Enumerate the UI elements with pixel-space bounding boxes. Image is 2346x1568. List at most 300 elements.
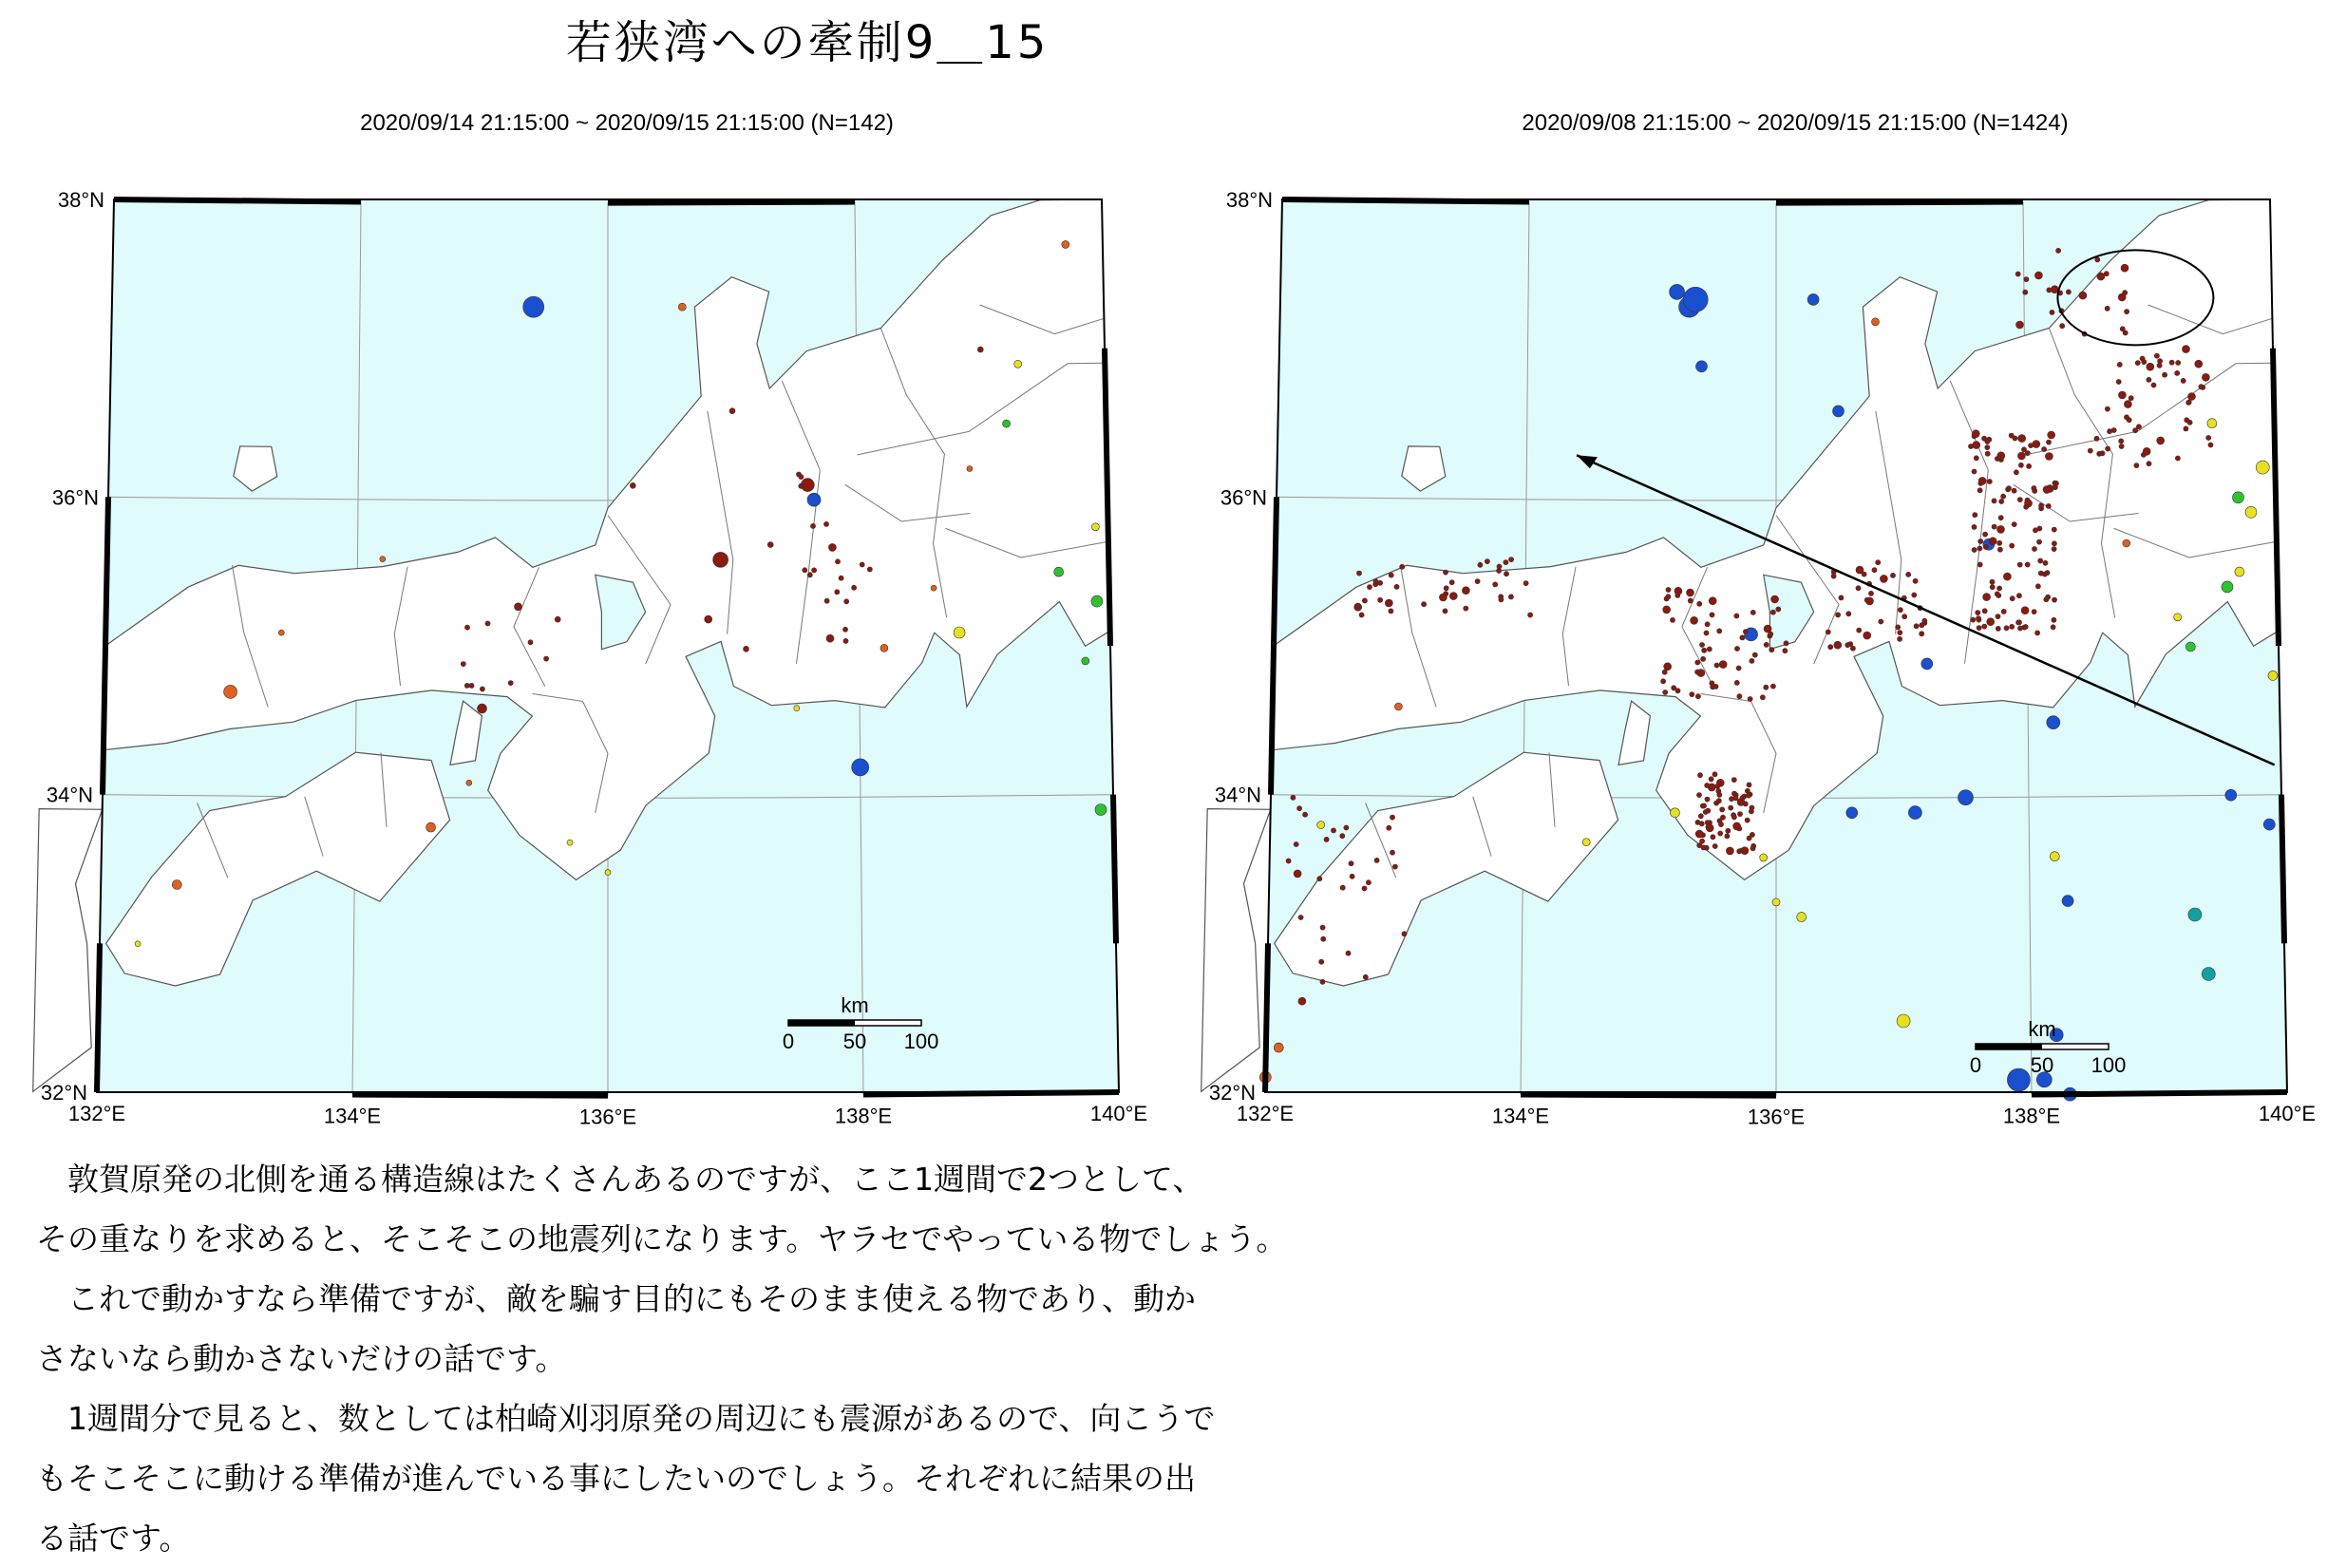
epicenter-dot — [1978, 538, 1983, 543]
epicenter-dot — [1973, 442, 1980, 449]
epicenter-dot — [1760, 854, 1768, 861]
epicenter-dot — [1857, 628, 1862, 633]
epicenter-dot — [1493, 582, 1498, 587]
epicenter-dot — [1856, 586, 1861, 591]
epicenter-dot — [1913, 578, 1918, 583]
epicenter-dot — [1826, 630, 1830, 634]
epicenter-dot — [2157, 437, 2165, 444]
latitude-label: 32°N — [1208, 1081, 1256, 1105]
epicenter-dot — [1712, 772, 1717, 777]
epicenter-dot — [1726, 828, 1731, 833]
epicenter-dot — [2018, 435, 2026, 443]
epicenter-dot — [1389, 609, 1393, 614]
epicenter-dot — [1475, 579, 1480, 584]
epicenter-dot — [2256, 461, 2269, 474]
epicenter-dot — [1908, 806, 1921, 820]
epicenter-dot — [2010, 543, 2015, 548]
epicenter-dot — [1504, 560, 1508, 565]
epicenter-dot — [380, 557, 386, 562]
epicenter-dot — [1687, 589, 1694, 596]
epicenter-dot — [2123, 539, 2130, 547]
epicenter-dot — [2021, 607, 2029, 614]
epicenter-dot — [464, 625, 469, 630]
epicenter-dot — [1340, 885, 1345, 890]
epicenter-dot — [1366, 880, 1371, 885]
epicenter-dot — [1298, 915, 1303, 919]
epicenter-dot — [1444, 586, 1448, 591]
epicenter-dot — [1698, 814, 1703, 819]
epicenter-map — [1208, 142, 2346, 1129]
epicenter-dot — [2017, 562, 2022, 567]
epicenter-dot — [1091, 595, 1103, 607]
epicenter-dot — [1737, 812, 1742, 817]
epicenter-dot — [2027, 463, 2032, 468]
epicenter-dot — [1324, 837, 1329, 841]
epicenter-dot — [1701, 803, 1706, 808]
map-caption: 2020/09/14 21:15:00 ~ 2020/09/15 21:15:00 (N=142) — [360, 110, 894, 136]
epicenter-dot — [1390, 815, 1394, 820]
epicenter-dot — [1856, 566, 1864, 574]
epicenter-dot — [1982, 624, 1987, 629]
epicenter-dot — [2169, 360, 2174, 365]
epicenter-dot — [1718, 831, 1723, 836]
epicenter-dot — [852, 759, 869, 776]
epicenter-dot — [2185, 642, 2195, 652]
epicenter-dot — [1696, 361, 1708, 372]
epicenter-dot — [1737, 826, 1742, 831]
longitude-label: 136°E — [578, 1105, 637, 1129]
epicenter-dot — [1770, 610, 1775, 614]
epicenter-dot — [1972, 469, 1977, 474]
epicenter-dot — [2128, 396, 2133, 401]
epicenter-dot — [1331, 828, 1335, 833]
epicenter-dot — [1443, 609, 1447, 614]
epicenter-dot — [1717, 629, 1722, 633]
epicenter-dot — [1695, 670, 1700, 674]
scale-tick-label: 100 — [903, 1030, 939, 1053]
epicenter-dot — [1695, 660, 1700, 665]
epicenter-dot — [1997, 547, 2002, 552]
epicenter-dot — [2062, 896, 2073, 907]
commentary — [36, 1149, 1461, 1568]
epicenter-dot — [1394, 584, 1399, 589]
epicenter-dot — [1999, 499, 2004, 503]
epicenter-dot — [2268, 671, 2278, 680]
epicenter-map — [40, 142, 1178, 1129]
epicenter-dot — [729, 408, 735, 414]
epicenter-dot — [2018, 463, 2023, 467]
epicenter-dot — [1725, 834, 1730, 839]
epicenter-dot — [1836, 613, 1841, 617]
epicenter-dot — [1378, 597, 1383, 602]
epicenter-dot — [1922, 618, 1927, 623]
epicenter-dot — [2012, 522, 2016, 527]
epicenter-dot — [2208, 443, 2213, 447]
epicenter-dot — [2037, 526, 2042, 531]
epicenter-dot — [1750, 805, 1754, 810]
epicenter-dot — [1752, 652, 1757, 657]
epicenter-dot — [1902, 614, 1907, 619]
epicenter-dot — [2140, 356, 2145, 361]
epicenter-dot — [2233, 492, 2244, 503]
scale-unit: km — [2028, 1017, 2056, 1041]
epicenter-dot — [1367, 585, 1372, 590]
epicenter-dot — [1664, 596, 1669, 601]
epicenter-dot — [2060, 324, 2065, 329]
epicenter-dot — [1297, 806, 1302, 811]
epicenter-dot — [2136, 425, 2141, 429]
epicenter-dot — [2206, 435, 2211, 440]
epicenter-dot — [844, 599, 849, 604]
epicenter-dot — [461, 662, 465, 667]
epicenter-dot — [1764, 685, 1769, 690]
epicenter-dot — [1987, 618, 1995, 626]
epicenter-dot — [2052, 527, 2056, 532]
epicenter-dot — [2042, 446, 2047, 451]
epicenter-dot — [1737, 694, 1742, 699]
epicenter-dot — [835, 590, 840, 595]
epicenter-dot — [1714, 663, 1719, 668]
epicenter-dot — [1987, 479, 1992, 483]
epicenter-dot — [1378, 580, 1383, 585]
epicenter-dot — [1664, 663, 1672, 671]
epicenter-dot — [1872, 318, 1880, 326]
epicenter-dot — [2134, 463, 2139, 468]
scale-tick-label: 0 — [1969, 1053, 1982, 1077]
epicenter-dot — [1670, 284, 1685, 299]
epicenter-dot — [1712, 843, 1717, 848]
epicenter-dot — [2199, 385, 2204, 389]
epicenter-dot — [2052, 541, 2056, 546]
epicenter-dot — [2094, 436, 2099, 441]
epicenter-dot — [2174, 614, 2182, 621]
epicenter-dot — [1764, 625, 1771, 633]
epicenter-dot — [1054, 567, 1064, 576]
epicenter-dot — [1985, 445, 1990, 450]
epicenter-dot — [1996, 614, 2000, 619]
epicenter-dot — [1920, 623, 1924, 628]
epicenter-dot — [842, 627, 847, 632]
epicenter-dot — [2124, 401, 2131, 408]
epicenter-dot — [954, 627, 965, 638]
epicenter-dot — [1996, 626, 2000, 631]
map-caption: 2020/09/08 21:15:00 ~ 2020/09/15 21:15:00 (N=1424) — [1522, 110, 2069, 136]
epicenter-dot — [2056, 248, 2061, 253]
epicenter-dot — [1958, 790, 1974, 805]
scale-bar-segment — [788, 1020, 855, 1026]
epicenter-dot — [1898, 636, 1902, 641]
epicenter-dot — [1845, 643, 1850, 648]
epicenter-dot — [1997, 452, 2005, 460]
epicenter-dot — [2052, 617, 2056, 622]
epicenter-dot — [799, 483, 804, 488]
epicenter-dot — [508, 681, 513, 686]
epicenter-dot — [1390, 850, 1394, 855]
epicenter-dot — [2053, 485, 2057, 490]
epicenter-dot — [1690, 692, 1694, 697]
epicenter-dot — [1704, 631, 1709, 635]
epicenter-dot — [852, 585, 857, 590]
map-panel-1day — [40, 104, 1178, 1129]
epicenter-dot — [1700, 839, 1705, 843]
epicenter-dot — [799, 475, 804, 480]
epicenter-dot — [2105, 306, 2110, 311]
frame-tick — [2032, 1092, 2287, 1095]
epicenter-dot — [1997, 540, 2002, 545]
epicenter-dot — [2157, 363, 2162, 368]
epicenter-dot — [1715, 784, 1720, 788]
epicenter-dot — [2135, 361, 2140, 366]
epicenter-dot — [2032, 610, 2036, 614]
paragraph: もそこそこに動ける準備が進んでいる事にしたいのでしょう。それぞれに結果の出 — [36, 1460, 1196, 1497]
epicenter-dot — [2151, 383, 2156, 387]
epicenter-dot — [1320, 925, 1325, 930]
epicenter-dot — [1846, 807, 1858, 819]
epicenter-dot — [1734, 680, 1739, 685]
frame-tick — [1113, 795, 1116, 944]
paragraph: これで動かすなら準備ですが、敵を騙す目的にもそのまま使える物であり、動か — [36, 1280, 1196, 1317]
epicenter-dot — [1734, 614, 1739, 618]
epicenter-dot — [2017, 498, 2022, 502]
longitude-label: 138°E — [834, 1104, 893, 1128]
epicenter-dot — [1443, 570, 1447, 575]
epicenter-dot — [278, 630, 284, 635]
epicenter-dot — [1997, 586, 2002, 591]
latitude-label: 36°N — [1220, 485, 1267, 510]
epicenter-dot — [1422, 602, 1427, 607]
epicenter-dot — [2195, 360, 2203, 368]
epicenter-dot — [1478, 562, 1483, 567]
epicenter-dot — [1973, 513, 1977, 518]
epicenter-dot — [2185, 418, 2189, 423]
epicenter-dot — [1872, 568, 1877, 573]
epicenter-dot — [2024, 504, 2029, 509]
epicenter-dot — [2124, 415, 2128, 420]
epicenter-dot — [1582, 839, 1590, 846]
epicenter-dot — [2001, 609, 2006, 614]
longitude-label: 132°E — [67, 1102, 126, 1125]
epicenter-dot — [1709, 597, 1716, 605]
epicenter-dot — [1978, 477, 1986, 484]
epicenter-dot — [1783, 649, 1788, 653]
epicenter-dot — [2043, 486, 2051, 494]
epicenter-dot — [1350, 874, 1354, 878]
epicenter-dot — [2033, 441, 2040, 448]
epicenter-dot — [2050, 310, 2054, 314]
epicenter-dot — [1983, 544, 1988, 549]
latitude-label: 34°N — [1214, 783, 1261, 807]
epicenter-dot — [2023, 290, 2028, 294]
epicenter-dot — [1769, 648, 1774, 652]
epicenter-dot — [2025, 562, 2030, 567]
longitude-label: 138°E — [2002, 1104, 2061, 1128]
epicenter-dot — [1741, 847, 1749, 855]
epicenter-dot — [967, 466, 973, 472]
epicenter-dot — [2036, 539, 2041, 544]
epicenter-dot — [2024, 277, 2029, 282]
epicenter-dot — [1363, 974, 1368, 979]
epicenter-dot — [1091, 523, 1099, 531]
epicenter-dot — [2147, 363, 2154, 370]
longitude-label: 132°E — [1236, 1102, 1295, 1125]
epicenter-dot — [2183, 346, 2190, 353]
epicenter-dot — [1748, 696, 1752, 701]
latitude-label: 38°N — [57, 188, 104, 212]
epicenter-dot — [1504, 572, 1508, 576]
epicenter-dot — [1671, 808, 1680, 818]
epicenter-dot — [544, 656, 549, 661]
epicenter-dot — [1699, 642, 1704, 647]
frame-tick — [1282, 199, 1529, 202]
epicenter-dot — [480, 687, 484, 691]
epicenter-dot — [2222, 581, 2233, 593]
epicenter-dot — [2025, 451, 2030, 456]
epicenter-dot — [1839, 595, 1844, 600]
epicenter-dot — [1719, 661, 1727, 669]
epicenter-dot — [794, 706, 800, 711]
epicenter-dot — [823, 521, 828, 526]
epicenter-dot — [1705, 797, 1710, 802]
epicenter-dot — [713, 552, 728, 567]
epicenter-dot — [2023, 624, 2028, 629]
epicenter-dot — [1977, 488, 1982, 493]
epicenter-dot — [1695, 820, 1700, 824]
epicenter-dot — [828, 543, 836, 551]
latitude-label: 32°N — [40, 1081, 87, 1105]
epicenter-dot — [1850, 646, 1855, 651]
paragraph: 1週間分で見ると、数としては柏崎刈羽原発の周辺にも震源があるので、向こうで — [36, 1400, 1216, 1437]
epicenter-dot — [1666, 587, 1671, 592]
epicenter-dot — [1359, 613, 1364, 617]
epicenter-dot — [2163, 372, 2167, 377]
epicenter-dot — [2035, 584, 2040, 589]
epicenter-dot — [1709, 777, 1713, 782]
epicenter-dot — [464, 683, 469, 688]
epicenter-dot — [2106, 446, 2110, 451]
epicenter-dot — [2052, 597, 2056, 602]
epicenter-dot — [2175, 370, 2180, 375]
epicenter-dot — [1294, 870, 1301, 878]
epicenter-dot — [1688, 598, 1693, 603]
epicenter-dot — [2105, 406, 2110, 411]
epicenter-dot — [2039, 503, 2044, 508]
epicenter-dot — [1990, 579, 1995, 584]
epicenter-dot — [1346, 951, 1351, 955]
epicenter-dot — [2010, 624, 2015, 629]
epicenter-dot — [426, 822, 436, 832]
epicenter-dot — [1663, 690, 1668, 694]
epicenter-dot — [2104, 272, 2109, 276]
epicenter-dot — [744, 646, 749, 652]
epicenter-dot — [1912, 593, 1917, 597]
epicenter-dot — [1298, 997, 1306, 1005]
epicenter-dot — [1990, 585, 1995, 590]
epicenter-dot — [803, 568, 807, 573]
epicenter-dot — [1807, 293, 1819, 305]
epicenter-dot — [2119, 439, 2124, 444]
epicenter-dot — [1286, 859, 1291, 863]
epicenter-dot — [810, 523, 815, 528]
epicenter-dot — [1449, 593, 1457, 600]
epicenter-dot — [1983, 594, 1991, 601]
longitude-label: 136°E — [1747, 1105, 1806, 1129]
epicenter-dot — [1706, 824, 1713, 832]
epicenter-dot — [1737, 849, 1742, 854]
epicenter-dot — [2003, 573, 2011, 580]
frame-tick — [1521, 1095, 1776, 1096]
epicenter-dot — [1697, 601, 1702, 606]
epicenter-dot — [1340, 834, 1345, 839]
epicenter-dot — [843, 638, 848, 643]
epicenter-dot — [135, 941, 141, 947]
epicenter-dot — [2046, 440, 2051, 444]
epicenter-dot — [2032, 485, 2036, 490]
epicenter-dot — [1683, 287, 1708, 312]
epicenter-dot — [2147, 462, 2151, 466]
epicenter-dot — [2004, 626, 2009, 631]
epicenter-dot — [1971, 617, 1976, 622]
epicenter-dot — [678, 303, 686, 311]
epicenter-dot — [1711, 835, 1715, 840]
epicenter-dot — [2016, 594, 2021, 598]
epicenter-dot — [2184, 426, 2188, 431]
epicenter-dot — [1675, 593, 1680, 597]
epicenter-dot — [2235, 567, 2244, 576]
epicenter-dot — [555, 616, 560, 622]
epicenter-dot — [1890, 573, 1895, 577]
epicenter-dot — [1291, 795, 1296, 800]
epicenter-dot — [2123, 291, 2128, 295]
epicenter-dot — [1062, 240, 1069, 248]
epicenter-dot — [2095, 257, 2100, 262]
epicenter-dot — [2147, 377, 2151, 382]
epicenter-dot — [2202, 373, 2209, 381]
epicenter-dot — [1972, 524, 1977, 529]
epicenter-dot — [1992, 524, 1996, 529]
epicenter-dot — [977, 347, 983, 352]
epicenter-dot — [1663, 606, 1671, 614]
epicenter-dot — [1701, 845, 1706, 850]
epicenter-dot — [1695, 694, 1700, 699]
epicenter-dot — [867, 567, 872, 572]
epicenter-dot — [807, 573, 812, 577]
epicenter-dot — [1771, 595, 1779, 603]
epicenter-dot — [485, 621, 490, 626]
epicenter-dot — [567, 840, 573, 845]
epicenter-dot — [2013, 436, 2017, 441]
epicenter-dot — [1003, 420, 1011, 427]
epicenter-dot — [2175, 456, 2180, 461]
epicenter-dot — [1697, 773, 1702, 778]
epicenter-dot — [2088, 448, 2092, 453]
epicenter-dot — [1439, 594, 1447, 601]
epicenter-dot — [2006, 486, 2011, 491]
epicenter-dot — [2016, 321, 2024, 329]
epicenter-dot — [1898, 631, 1902, 635]
epicenter-dot — [705, 615, 712, 623]
epicenter-dot — [1729, 805, 1733, 810]
epicenter-dot — [1320, 979, 1325, 984]
epicenter-dot — [605, 870, 611, 876]
epicenter-dot — [860, 562, 864, 567]
epicenter-dot — [2176, 360, 2181, 365]
epicenter-dot — [2046, 503, 2051, 508]
epicenter-dot — [1294, 841, 1298, 846]
epicenter-dot — [1726, 847, 1733, 855]
epicenter-dot — [1374, 858, 1379, 862]
epicenter-dot — [1717, 819, 1722, 823]
epicenter-dot — [1731, 778, 1736, 783]
